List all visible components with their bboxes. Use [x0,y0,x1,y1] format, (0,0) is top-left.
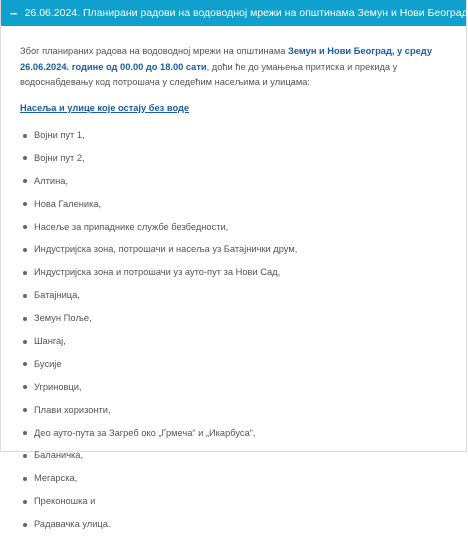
street-name: Угриновци, [34,381,82,392]
street-name: Мегарска, [34,473,78,484]
accordion-header[interactable] [1,0,466,26]
bullet-icon [23,431,27,435]
intro-text-start: Због планираних радова на водоводној мрежи на општинама [20,46,289,56]
list-item [20,490,456,513]
bullet-icon [23,454,27,458]
bullet-icon [23,385,27,389]
intro-text-end: , доћи ће до умањења притиска и прекида у водоснабдевању код потрошача у следећим насељима и улицама: [20,61,398,87]
bullet-icon [23,523,27,527]
street-name: Шангај, [34,336,66,347]
list-item [20,467,456,490]
bullet-icon [23,317,27,321]
list-item [20,399,456,422]
collapse-icon[interactable]: − [10,5,18,21]
bullet-icon [23,156,27,160]
list-item [20,238,456,261]
street-name: Насеље за припаднике службе безбедности, [34,221,229,232]
street-name: Бусије [34,358,62,369]
street-name: Радавачка улица. [34,519,111,530]
affected-areas-heading: Насеља и улице које остају без воде [20,102,190,113]
bullet-icon [23,408,27,412]
intro-highlight: Земун и Нови Београд, у среду 26.06.2024. године од 00.00 до 18.00 сати [20,46,432,72]
street-list [20,124,456,536]
street-name: Војни пут 1, [34,130,85,140]
street-name: Батајница, [34,290,80,301]
bullet-icon [23,202,27,206]
bullet-icon [23,340,27,344]
announcement-body [1,26,466,536]
list-item [20,193,456,216]
list-item [20,353,456,376]
street-name: Нова Галеника, [34,198,102,209]
bullet-icon [23,225,27,229]
list-item [20,124,456,147]
list-item [20,307,456,330]
street-name: Плави хоризонти, [34,404,111,415]
announcement-title: 26.06.2024. Планирани радови на водоводној мрежи на општинама Земун и Нови Београд [24,7,468,19]
list-item [20,330,456,353]
street-name: Преконошка и [34,496,96,507]
street-name: Део ауто-пута за Загреб око „Грмеча“ и „Икарбуса“, [34,427,256,438]
street-name: Алтина, [34,175,68,186]
list-item [20,147,456,170]
street-name: Индустријска зона и потрошачи уз ауто-пут за Нови Сад, [34,267,281,278]
list-item [20,376,456,399]
list-item [20,216,456,239]
bullet-icon [23,477,27,481]
list-item [20,261,456,284]
intro-paragraph [20,44,456,91]
bullet-icon [23,362,27,366]
street-name: Земун Поље, [34,313,92,324]
list-item [20,513,456,536]
list-item [20,284,456,307]
bullet-icon [23,134,27,138]
street-name: Индустријска зона, потрошачи и насеља уз Батајнички друм, [34,244,298,255]
list-item [20,444,456,467]
bullet-icon [23,179,27,183]
list-item [20,422,456,445]
bullet-icon [23,271,27,275]
bullet-icon [23,500,27,504]
street-name: Војни пут 2, [34,152,85,163]
street-name: Баланичка, [34,450,84,461]
bullet-icon [23,294,27,298]
bullet-icon [23,248,27,252]
list-item [20,170,456,193]
